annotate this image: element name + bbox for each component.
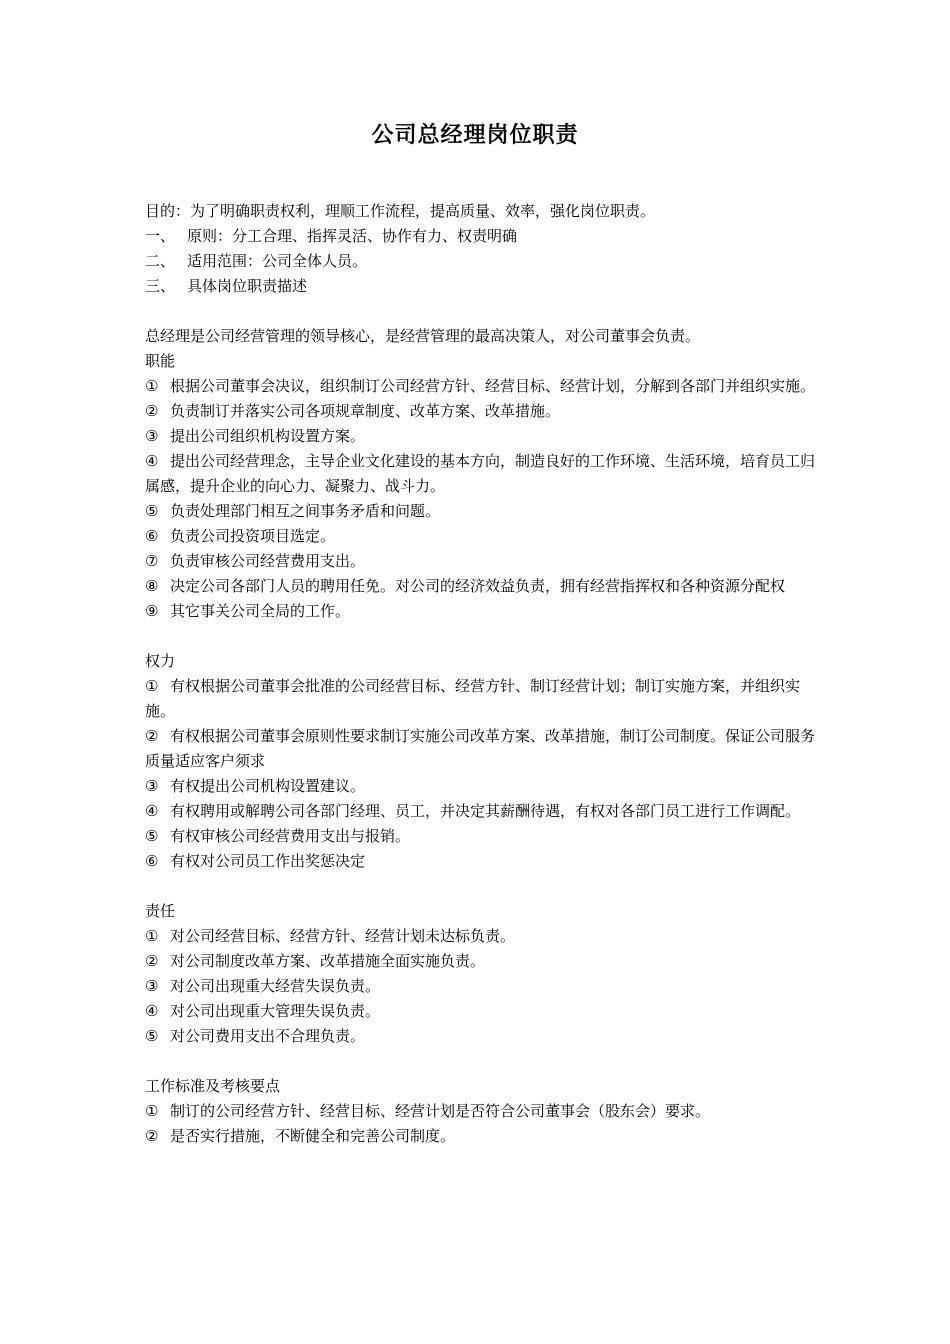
item-text: 对公司出现重大管理失误负责。 (170, 1002, 381, 1020)
list-item (145, 499, 815, 524)
outline-number: 三、 (145, 277, 176, 295)
item-marker: ⑥ (145, 527, 159, 545)
section-heading-standards: 工作标准及考核要点 (145, 1077, 281, 1095)
outline-text: 适用范围：公司全体人员。 (187, 252, 368, 270)
item-marker: ① (145, 677, 159, 695)
item-marker: ⑥ (145, 852, 159, 870)
list-item (145, 574, 815, 599)
list-item (145, 999, 815, 1024)
item-text: 有权聘用或解聘公司各部门经理、员工，并决定其薪酬待遇，有权对各部门员工进行工作调配。 (170, 802, 801, 820)
item-text: 对公司费用支出不合理负责。 (170, 1027, 366, 1045)
item-marker: ③ (145, 777, 159, 795)
document-body (145, 199, 815, 1149)
item-text: 有权对公司员工作出奖惩决定 (170, 852, 366, 870)
item-text: 制订的公司经营方针、经营目标、经营计划是否符合公司董事会（股东会）要求。 (170, 1102, 711, 1120)
section-heading-responsibilities: 责任 (145, 902, 176, 920)
list-item (145, 949, 815, 974)
item-text: 提出公司组织机构设置方案。 (170, 427, 366, 445)
list-item (145, 1099, 815, 1124)
page-title: 公司总经理岗位职责 (371, 123, 579, 148)
item-text: 有权提出公司机构设置建议。 (170, 777, 366, 795)
list-item (145, 424, 815, 449)
section-heading-functions: 职能 (145, 352, 176, 370)
spacer (145, 1049, 815, 1074)
outline-number: 一、 (145, 227, 176, 245)
list-item (145, 374, 815, 399)
item-text: 是否实行措施，不断健全和完善公司制度。 (170, 1127, 456, 1145)
summary-text: 总经理是公司经营管理的领导核心，是经营管理的最高决策人，对公司董事会负责。 (145, 327, 701, 345)
item-text: 负责公司投资项目选定。 (170, 527, 336, 545)
outline-text: 原则：分工合理、指挥灵活、协作有力、权责明确 (187, 227, 518, 245)
item-text: 其它事关公司全局的工作。 (170, 602, 351, 620)
spacer (145, 874, 815, 899)
item-marker: ④ (145, 452, 159, 470)
item-text: 根据公司董事会决议，组织制订公司经营方针、经营目标、经营计划，分解到各部门并组织实施。 (170, 377, 816, 395)
list-item (145, 549, 815, 574)
list-item (145, 449, 815, 499)
item-text: 有权根据公司董事会批准的公司经营目标、经营方针、制订经营计划；制订实施方案，并组织实施。 (145, 677, 801, 720)
item-marker: ⑤ (145, 1027, 159, 1045)
item-text: 对公司经营目标、经营方针、经营计划未达标负责。 (170, 927, 516, 945)
item-marker: ② (145, 952, 159, 970)
item-marker: ② (145, 1127, 159, 1145)
item-marker: ① (145, 377, 159, 395)
item-marker: ① (145, 927, 159, 945)
item-text: 有权审核公司经营费用支出与报销。 (170, 827, 411, 845)
item-marker: ⑤ (145, 502, 159, 520)
section-heading-powers: 权力 (145, 652, 176, 670)
item-marker: ④ (145, 802, 159, 820)
item-marker: ⑦ (145, 552, 159, 570)
outline-text: 具体岗位职责描述 (187, 277, 308, 295)
item-marker: ⑧ (145, 577, 159, 595)
list-item (145, 849, 815, 874)
purpose-text: 目的：为了明确职责权利，理顺工作流程，提高质量、效率，强化岗位职责。 (145, 202, 656, 220)
list-item (145, 599, 815, 624)
list-item (145, 1024, 815, 1049)
item-text: 负责处理部门相互之间事务矛盾和问题。 (170, 502, 441, 520)
list-item (145, 799, 815, 824)
outline-number: 二、 (145, 252, 176, 270)
list-item (145, 524, 815, 549)
spacer (145, 624, 815, 649)
item-text: 对公司出现重大经营失误负责。 (170, 977, 381, 995)
list-item (145, 824, 815, 849)
item-text: 负责审核公司经营费用支出。 (170, 552, 366, 570)
list-item (145, 924, 815, 949)
outline-item (145, 274, 815, 299)
item-text: 有权根据公司董事会原则性要求制订实施公司改革方案、改革措施，制订公司制度。保证公司服务质量适应客户须求 (145, 727, 816, 770)
list-item (145, 399, 815, 424)
item-text: 对公司制度改革方案、改革措施全面实施负责。 (170, 952, 486, 970)
item-text: 负责制订并落实公司各项规章制度、改革方案、改革措施。 (170, 402, 561, 420)
list-item (145, 774, 815, 799)
item-text: 决定公司各部门人员的聘用任免。对公司的经济效益负责，拥有经营指挥权和各种资源分配权 (170, 577, 786, 595)
item-text: 提出公司经营理念，主导企业文化建设的基本方向，制造良好的工作环境、生活环境，培育员工归属感，提升企业的向心力、凝聚力、战斗力。 (145, 452, 816, 495)
item-marker: ⑤ (145, 827, 159, 845)
item-marker: ② (145, 402, 159, 420)
outline-item (145, 249, 815, 274)
item-marker: ③ (145, 977, 159, 995)
outline-item (145, 224, 815, 249)
spacer (145, 299, 815, 324)
list-item (145, 1124, 815, 1149)
item-marker: ② (145, 727, 159, 745)
item-marker: ③ (145, 427, 159, 445)
list-item (145, 674, 815, 724)
item-marker: ④ (145, 1002, 159, 1020)
list-item (145, 724, 815, 774)
item-marker: ⑨ (145, 602, 159, 620)
item-marker: ① (145, 1102, 159, 1120)
list-item (145, 974, 815, 999)
